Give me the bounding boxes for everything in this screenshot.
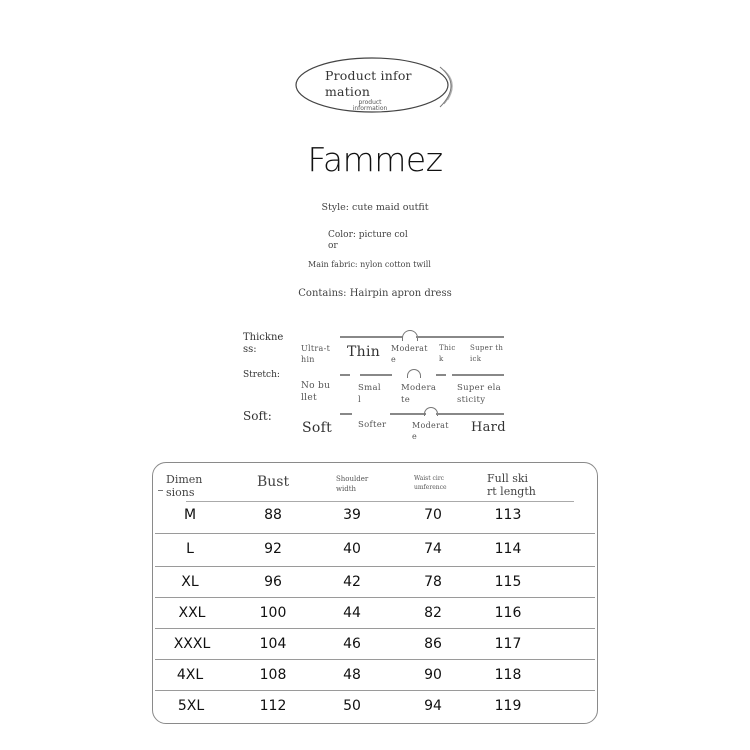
- option-text: No bu: [301, 381, 331, 391]
- shoulder-cell: 40: [343, 541, 361, 557]
- size-cell: L: [186, 541, 194, 557]
- header-text: rt length: [487, 485, 536, 498]
- stretch-scale-tick: [360, 374, 392, 376]
- brand-name: Fammez: [307, 140, 443, 179]
- option-text: Moderat: [412, 421, 449, 430]
- bust-cell: 92: [264, 541, 282, 557]
- stretch-option-no-bullet: [301, 380, 330, 404]
- stretch-selector-marker: [407, 369, 421, 378]
- skirt-length-cell: 116: [494, 605, 522, 621]
- size-cell: M: [183, 507, 197, 523]
- option-text: k: [439, 355, 444, 363]
- bust-cell: 96: [264, 574, 282, 590]
- size-cell: XXXL: [173, 636, 211, 652]
- option-text: Modera: [401, 383, 437, 393]
- skirt-length-cell: 118: [494, 667, 522, 683]
- header-text: sions: [166, 486, 195, 499]
- bust-cell: 104: [259, 636, 287, 652]
- thickness-label-line2: ss:: [243, 344, 257, 355]
- header-bust: Bust: [257, 474, 290, 490]
- row-divider: [155, 690, 595, 691]
- thickness-option-moderate: [391, 343, 428, 365]
- header-text: Full ski: [487, 472, 529, 485]
- bust-cell: 108: [259, 667, 287, 683]
- header-text: Shoulder: [336, 475, 369, 483]
- badge-subtitle-line2: information: [352, 105, 388, 112]
- row-divider: [155, 659, 595, 660]
- option-text: Ultra-t: [301, 344, 331, 353]
- spec-fabric: Main fabric: nylon cotton twill: [308, 260, 431, 269]
- soft-scale-tick: [390, 413, 426, 415]
- waist-cell: 70: [424, 507, 442, 523]
- option-text: l: [358, 395, 362, 405]
- soft-option-soft: Soft: [302, 420, 333, 436]
- spec-style: Style: cute maid outfit: [321, 202, 429, 213]
- skirt-length-cell: 117: [494, 636, 522, 652]
- header-dimensions: [166, 473, 202, 499]
- spec-contains: Contains: Hairpin apron dress: [298, 288, 452, 299]
- row-divider: [155, 533, 595, 534]
- soft-option-hard: Hard: [471, 420, 506, 435]
- stretch-scale-tick: [340, 374, 350, 376]
- skirt-length-cell: 119: [494, 698, 522, 714]
- waist-cell: 78: [424, 574, 442, 590]
- header-shoulder-width: [336, 474, 368, 494]
- waist-cell: 86: [424, 636, 442, 652]
- header-text: umference: [414, 484, 447, 491]
- option-text: Super th: [470, 344, 504, 352]
- soft-scale-tick: [436, 413, 504, 415]
- shoulder-cell: 46: [343, 636, 361, 652]
- bust-cell: 112: [259, 698, 287, 714]
- header-dash: [158, 490, 163, 491]
- skirt-length-cell: 115: [494, 574, 522, 590]
- header-divider: [186, 501, 574, 502]
- spec-color-line2: or: [328, 241, 338, 251]
- soft-scale-tick: [340, 413, 352, 415]
- option-text: Smal: [358, 383, 381, 393]
- soft-option-softer: Softer: [358, 420, 387, 430]
- option-text: te: [401, 395, 411, 405]
- shoulder-cell: 44: [343, 605, 361, 621]
- spec-color-line1: Color: picture col: [328, 230, 408, 240]
- stretch-scale-tick: [452, 374, 504, 376]
- shoulder-cell: 48: [343, 667, 361, 683]
- bust-cell: 100: [259, 605, 287, 621]
- row-divider: [155, 597, 595, 598]
- option-text: sticity: [457, 395, 486, 405]
- option-text: Thic: [439, 344, 456, 352]
- option-text: hin: [301, 355, 315, 364]
- product-info-badge: [290, 55, 465, 120]
- shoulder-cell: 50: [343, 698, 361, 714]
- row-divider: [155, 628, 595, 629]
- header-waist-circumference: [414, 474, 447, 492]
- size-cell: XXL: [178, 605, 206, 621]
- stretch-option-super-elasticity: [457, 382, 501, 406]
- shoulder-cell: 42: [343, 574, 361, 590]
- option-text: ick: [470, 355, 482, 363]
- option-text: e: [412, 432, 418, 441]
- thickness-label-line1: Thickne: [243, 332, 284, 343]
- skirt-length-cell: 113: [494, 507, 522, 523]
- thickness-option-thin: Thin: [347, 344, 381, 360]
- skirt-length-cell: 114: [494, 541, 522, 557]
- stretch-option-moderate: [401, 382, 436, 406]
- header-full-skirt-length: [487, 472, 536, 498]
- stretch-label: Stretch:: [243, 370, 280, 380]
- row-divider: [155, 566, 595, 567]
- option-text: Super ela: [457, 383, 502, 393]
- size-cell: 5XL: [177, 698, 205, 714]
- waist-cell: 74: [424, 541, 442, 557]
- thickness-option-super-thick: [470, 343, 503, 365]
- header-text: Waist circ: [414, 475, 445, 482]
- thickness-scale-bar-right: [416, 336, 504, 338]
- bust-cell: 88: [264, 507, 282, 523]
- waist-cell: 82: [424, 605, 442, 621]
- thickness-option-ultra-thin: [301, 343, 330, 365]
- option-text: Moderat: [391, 344, 428, 353]
- thickness-option-thick: [439, 343, 456, 365]
- soft-label: Soft:: [243, 409, 272, 423]
- shoulder-cell: 39: [343, 507, 361, 523]
- size-cell: XL: [181, 574, 199, 590]
- waist-cell: 94: [424, 698, 442, 714]
- badge-title-line2: mation: [325, 84, 371, 99]
- header-text: Dimen: [166, 473, 203, 486]
- option-text: e: [391, 355, 397, 364]
- option-text: llet: [301, 393, 317, 403]
- badge-title-line1: Product infor: [325, 68, 412, 83]
- soft-option-moderate: [412, 420, 449, 442]
- header-text: width: [336, 485, 357, 493]
- waist-cell: 90: [424, 667, 442, 683]
- stretch-option-small: [358, 382, 381, 406]
- badge-subtitle-line1: product: [358, 99, 382, 106]
- stretch-scale-tick: [436, 374, 446, 376]
- size-cell: 4XL: [176, 667, 204, 683]
